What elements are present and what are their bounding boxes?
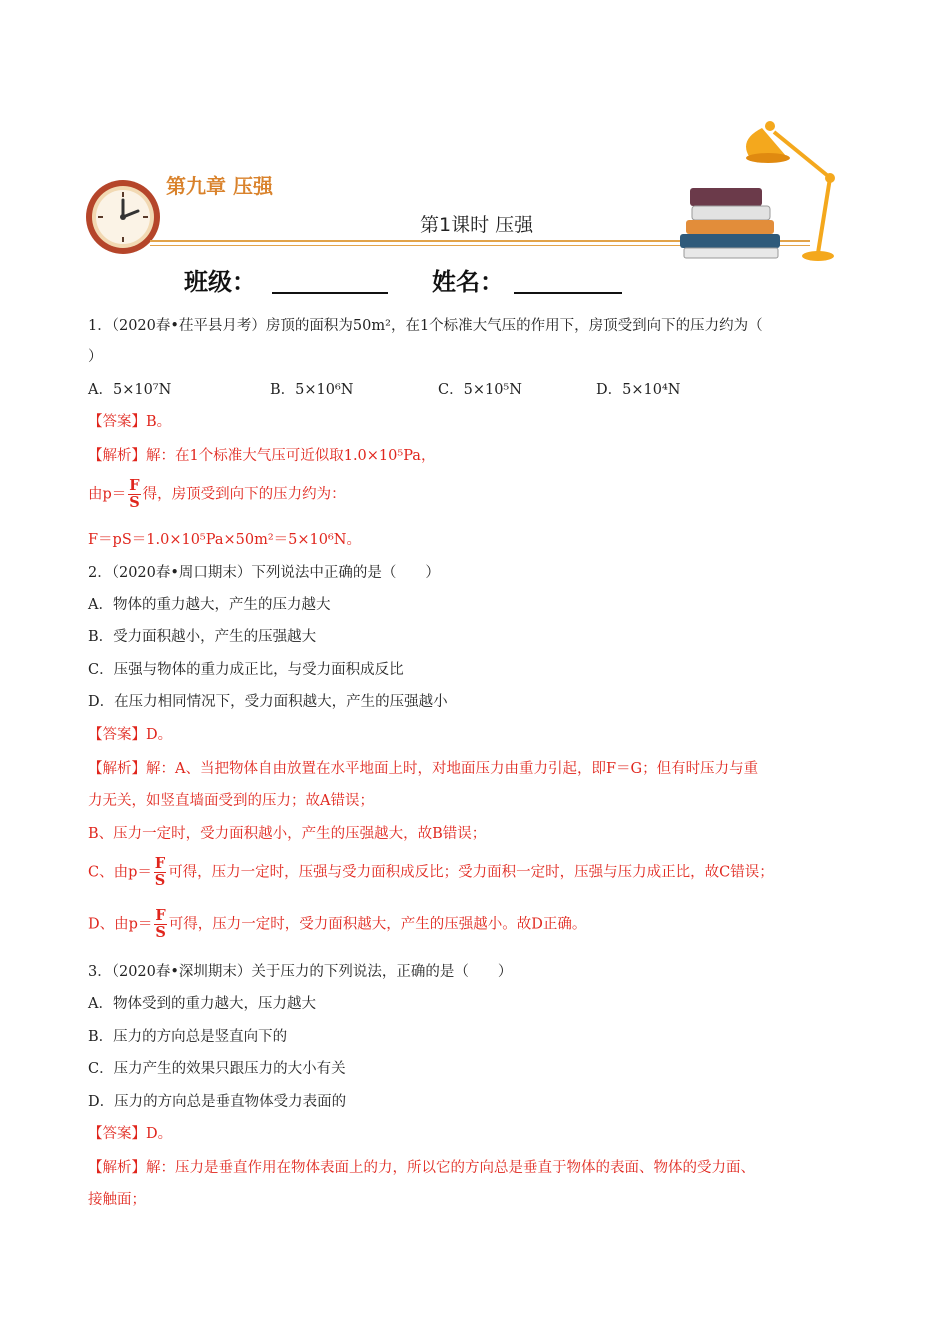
q2-frac-den-d: S (155, 924, 166, 941)
q2-analysis-3: B、压力一定时，受力面积越小，产生的压强越大，故B错误； (88, 826, 487, 842)
q1-option-b: B．5×10⁶N (270, 382, 354, 398)
q2-frac-num-d: F (155, 907, 166, 924)
q1-frac-num: F (129, 477, 140, 494)
q2-option-b: B．受力面积越小，产生的压强越大 (88, 629, 317, 645)
q2-analysis-5-pre: D、由p＝ (88, 916, 153, 933)
lesson-title: 第1课时 压强 (420, 214, 534, 236)
q1-option-c: C．5×10⁵N (438, 382, 522, 398)
q3-option-d: D．压力的方向总是垂直物体受力表面的 (88, 1094, 347, 1110)
q2-frac-num-c: F (154, 855, 166, 872)
q3-analysis-2: 接触面； (88, 1192, 146, 1208)
q1-stem: 1．（2020春•茌平县月考）房顶的面积为50m²，在1个标准大气压的作用下，房顶受到向下的压力约为（ (88, 318, 763, 334)
q1-analysis-2-post: 得，房顶受到向下的压力约为： (142, 486, 346, 503)
q1-formula-fraction (128, 478, 140, 511)
q1-analysis-2-pre: 由p＝ (88, 486, 127, 503)
q2-analysis-4-post: 可得，压力一定时，压强与受力面积成反比；受力面积一定时，压强与压力成正比，故C错误； (168, 864, 774, 881)
q3-option-a: A．物体受到的重力越大，压力越大 (88, 996, 316, 1012)
q2-option-c: C．压强与物体的重力成正比，与受力面积成反比 (88, 662, 404, 678)
q2-option-a: A．物体的重力越大，产生的压力越大 (88, 597, 331, 613)
q1-option-d: D．5×10⁴N (596, 382, 681, 398)
q2-frac-den-c: S (154, 872, 166, 889)
q2-analysis-5 (88, 908, 586, 941)
q1-frac-den: S (129, 494, 140, 511)
q1-answer: 【答案】B。 (88, 414, 172, 430)
q1-analysis-3: F＝pS＝1.0×10⁵Pa×50m²＝5×10⁶N。 (88, 532, 361, 548)
q2-answer: 【答案】D。 (88, 727, 173, 743)
q3-option-c: C．压力产生的效果只跟压力的大小有关 (88, 1061, 346, 1077)
q3-option-b: B．压力的方向总是竖直向下的 (88, 1029, 288, 1045)
q1-option-a: A．5×10⁷N (88, 382, 172, 398)
q3-analysis-1: 【解析】解：压力是垂直作用在物体表面上的力，所以它的方向总是垂直于物体的表面、物体的受力面、 (88, 1160, 755, 1176)
q2-stem: 2．（2020春•周口期末）下列说法中正确的是（ ） (88, 565, 440, 581)
class-input-line[interactable] (272, 292, 388, 294)
q2-analysis-2: 力无关，如竖直墙面受到的压力；故A错误； (88, 793, 374, 809)
q2-analysis-1: 【解析】解：A、当把物体自由放置在水平地面上时，对地面压力由重力引起，即F＝G；但有时压力与重 (88, 761, 759, 777)
q1-analysis-1: 【解析】解：在1个标准大气压可近似取1.0×10⁵Pa， (88, 448, 436, 464)
q3-stem: 3．（2020春•深圳期末）关于压力的下列说法，正确的是（ ） (88, 964, 513, 980)
books-and-lamp-illustration (678, 118, 846, 264)
q2-formula-fraction-c (154, 856, 166, 889)
q2-option-d: D．在压力相同情况下，受力面积越大，产生的压强越小 (88, 694, 448, 710)
name-label: 姓名： (432, 268, 504, 296)
q2-analysis-4 (88, 856, 774, 889)
chapter-title: 第九章 压强 (166, 174, 273, 198)
q3-answer: 【答案】D。 (88, 1126, 173, 1142)
class-label: 班级： (184, 268, 256, 296)
q1-stem-cont: ） (88, 349, 103, 365)
q2-formula-fraction-d (154, 908, 166, 941)
name-input-line[interactable] (514, 292, 622, 294)
q2-analysis-4-pre: C、由p＝ (88, 864, 152, 881)
q2-analysis-5-post: 可得，压力一定时，受力面积越大，产生的压强越小。故D正确。 (168, 916, 587, 933)
q1-analysis-2 (88, 478, 346, 511)
